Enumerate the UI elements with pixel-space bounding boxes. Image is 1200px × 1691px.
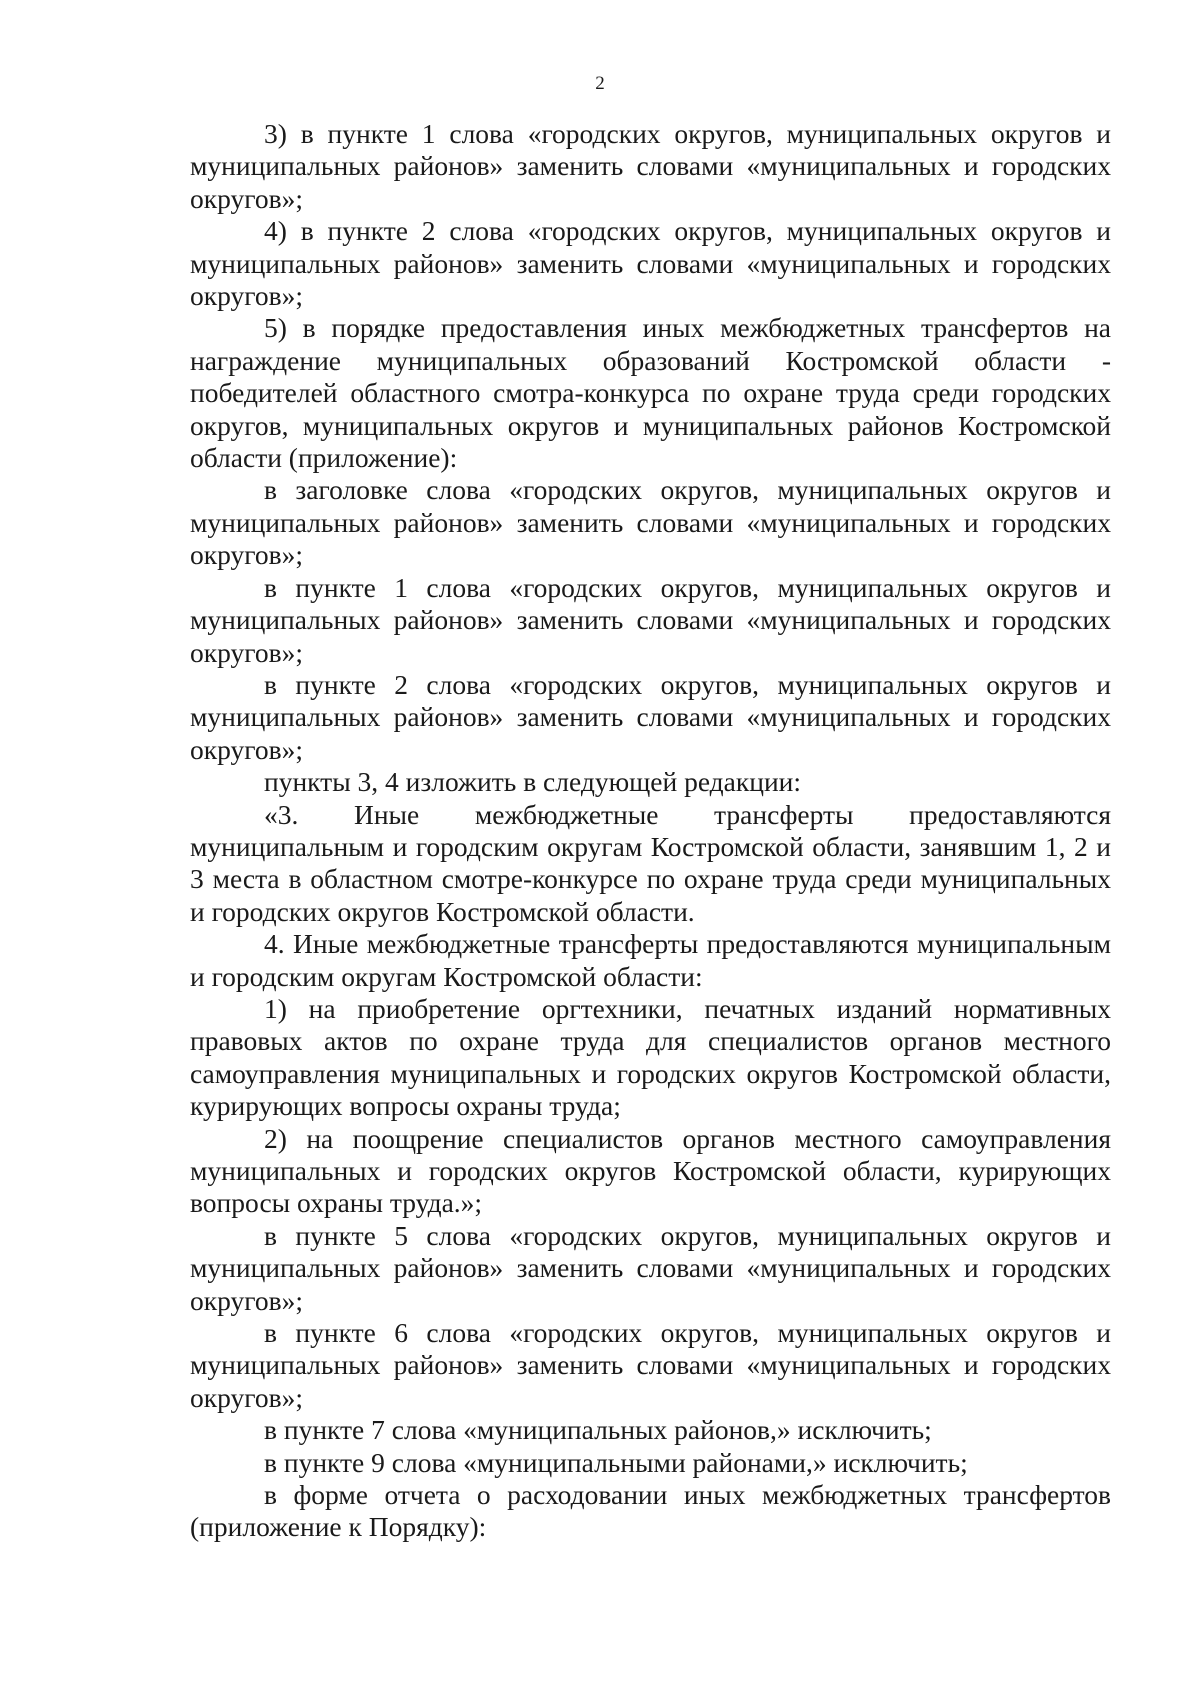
paragraph-title-change: в заголовке слова «городских округов, муниципальных округов и муниципальных районов» заменить словами «муниципальных и городских округов»; bbox=[190, 474, 1111, 571]
paragraph-new-point-3: «3. Иные межбюджетные трансферты предоставляются муниципальным и городским округам Костромской области, занявшим 1, 2 и 3 места в областном смотре-конкурсе по охране труда среди муниципальных и городских округов Костромской области. bbox=[190, 798, 1111, 927]
document-body bbox=[190, 118, 1111, 1544]
paragraph-point-5-change: в пункте 5 слова «городских округов, муниципальных округов и муниципальных районов» заменить словами «муниципальных и городских округов»; bbox=[190, 1219, 1111, 1316]
paragraph-point-2-change: в пункте 2 слова «городских округов, муниципальных округов и муниципальных районов» заменить словами «муниципальных и городских округов»; bbox=[190, 668, 1111, 765]
paragraph-new-point-4-item-1: 1) на приобретение оргтехники, печатных изданий нормативных правовых актов по охране труда для специалистов органов местного самоуправления муниципальных и городских округов Костромской области, курирующих вопросы охраны труда; bbox=[190, 992, 1111, 1122]
paragraph-points-3-4-intro: пункты 3, 4 изложить в следующей редакции: bbox=[264, 766, 802, 798]
paragraph-new-point-4-item-2: 2) на поощрение специалистов органов местного самоуправления муниципальных и городских округов Костромской области, курирующих вопросы охраны труда.»; bbox=[190, 1122, 1111, 1219]
paragraph-report-form-change: в форме отчета о расходовании иных межбюджетных трансфертов (приложение к Порядку): bbox=[190, 1479, 1111, 1543]
paragraph-amendment-5: 5) в порядке предоставления иных межбюджетных трансфертов на награждение муниципальных образований Костромской области - победителей областного смотра-конкурса по охране труда среди городских округов, муниципальных округов и муниципальных районов Костромской области (приложение): bbox=[190, 312, 1111, 474]
paragraph-amendment-3: 3) в пункте 1 слова «городских округов, муниципальных округов и муниципальных районов» заменить словами «муниципальных и городских округов»; bbox=[190, 118, 1111, 214]
paragraph-point-1-change: в пункте 1 слова «городских округов, муниципальных округов и муниципальных районов» заменить словами «муниципальных и городских округов»; bbox=[190, 571, 1111, 668]
paragraph-new-point-4: 4. Иные межбюджетные трансферты предоставляются муниципальным и городским округам Костромской области: bbox=[190, 928, 1111, 992]
paragraph-point-7-change: в пункте 7 слова «муниципальных районов,» исключить; bbox=[264, 1414, 932, 1446]
paragraph-point-6-change: в пункте 6 слова «городских округов, муниципальных округов и муниципальных районов» заменить словами «муниципальных и городских округов»; bbox=[190, 1317, 1111, 1413]
paragraph-point-9-change: в пункте 9 слова «муниципальными районами,» исключить; bbox=[264, 1446, 968, 1478]
page-number: 2 bbox=[595, 73, 605, 94]
paragraph-amendment-4: 4) в пункте 2 слова «городских округов, муниципальных округов и муниципальных районов» заменить словами «муниципальных и городских округов»; bbox=[190, 215, 1111, 312]
